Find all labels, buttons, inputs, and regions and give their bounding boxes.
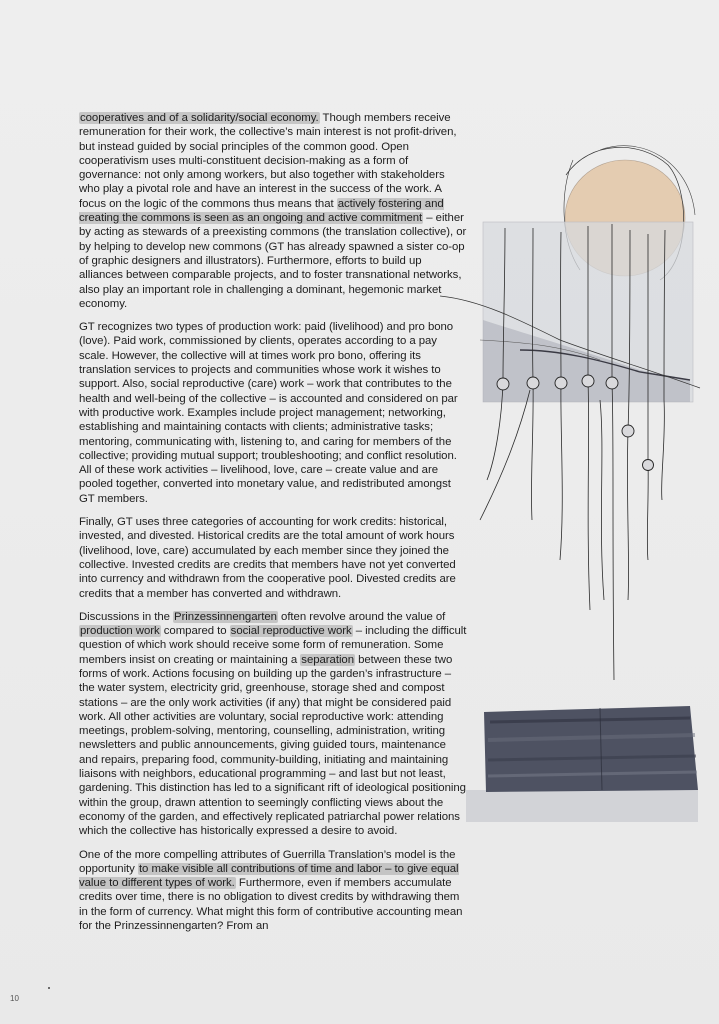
highlighted-text: actively fostering and creating the commons is seen as an ongoing and active commitment (79, 197, 444, 225)
page-mark (48, 987, 50, 989)
highlighted-text: production work (80, 625, 160, 638)
body-text (79, 111, 467, 942)
text-run: One of the more compelling attributes of Guerrilla Translation’s model is the opportunity (79, 848, 456, 875)
paragraph (79, 320, 467, 506)
paragraph (79, 610, 467, 839)
root-nodes (497, 375, 654, 471)
highlighted-text: to make visible all contributions of time and labor – to give equal value to different types of work. (79, 862, 459, 890)
paragraph (79, 848, 467, 934)
highlighted-text: separation (301, 653, 354, 666)
text-run: Finally, GT uses three categories of accounting for work credits: historical, invested, and divested. Historical credits are the total amount of work hours (livelihood, love, care) accumulated by each member since they joined the collective. Invested credits are credits that members have not yet converted into currency and withdrawn from the cooperative pool. Divested credits are credits that a member has converted and withdrawn. (79, 516, 456, 600)
translucent-paper-square (440, 222, 700, 402)
dark-painted-block (466, 706, 698, 822)
root-lines (480, 224, 665, 680)
text-run: Though members receive remuneration for their work, the collective’s main interest is not profit-driven, but instead guided by social principles of the common good. Open cooperativism uses multi-constituent decision-making as a form of governance: not only among workers, but also together with stakeholders who play a pivotal role and have an interest in the success of the work. A focus on the logic of the commons thus means that (79, 112, 457, 210)
text-run: often revolve around the value of (277, 610, 446, 623)
highlighted-text: social reproductive work (230, 625, 352, 638)
text-run: Furthermore, even if members accumulate credits over time, there is no obligation to divest credits by withdrawing them in the form of currency. What might this form of contributive accounting mean for the Prinzessinnengarten? From an (79, 877, 463, 933)
highlighted-text: Prinzessinnengarten (174, 610, 277, 623)
text-run: compared to (160, 625, 230, 638)
paragraph (79, 515, 467, 601)
paragraph (79, 111, 467, 311)
text-run: GT recognizes two types of production work: paid (livelihood) and pro bono (love). Paid work, commissioned by clients, operates according to a pay scale. However, the collective will at times work pro bono, offering its translation services to projects and communities whose work it wishes to support. Also, social reproductive (care) work – work that contributes to the health and well-being of the collective – is accounted and considered on par with productive work. Examples include project management; networking, establishing and maintaining contacts with clients; administrative tasks; mentoring, communicating with, listening to, and caring for members of the collective; providing mutual support; troubleshooting; and conflict resolution. All of these work activities – livelihood, love, care – create value and are pooled together, converted into monetary value, and redistributed amongst GT members. (79, 321, 458, 505)
text-run: between these two forms of work. Actions focusing on building up the garden’s infrastructure – the water system, electricity grid, greenhouse, storage shed and compost stations – are the only work activities (if any) that might be considered paid work. All other activities are voluntary, social reproductive work: attending meetings, problem-solving, mentoring, counselling, administration, writing newsletters and public announcements, giving guided tours, maintenance and repairs, preparing food, community-building, initiating and maintaining liaisons with neighbors, educational programming – and last but not least, gardening. This distinction has led to a significant rift of ideological positioning within the group, drawn attention to seemingly conflicting views about the economy of the garden, and effectively replicated patriarchal power relations which the collective has historically expressed a desire to avoid. (79, 653, 466, 838)
highlighted-text: cooperatives and of a solidarity/social economy. (80, 112, 319, 124)
text-run: Discussions in the (79, 610, 174, 623)
text-run: – either by acting as stewards of a preexisting commons (the translation collective), or by helping to develop new commons (GT has already spawned a sister co-op of graphic designers and illustrators). Furthermore, efforts to build up alliances between comparable projects, and to foster transnational networks, also play an important role in challenging a dominant, hegemonic market economy. (79, 212, 467, 310)
page-number: 10 (10, 994, 19, 1003)
peach-circle-drawing (564, 146, 695, 280)
text-run: – including the difficult question of which work should receive some form of remuneration. Some members insist on creating or maintaining a (79, 625, 467, 666)
